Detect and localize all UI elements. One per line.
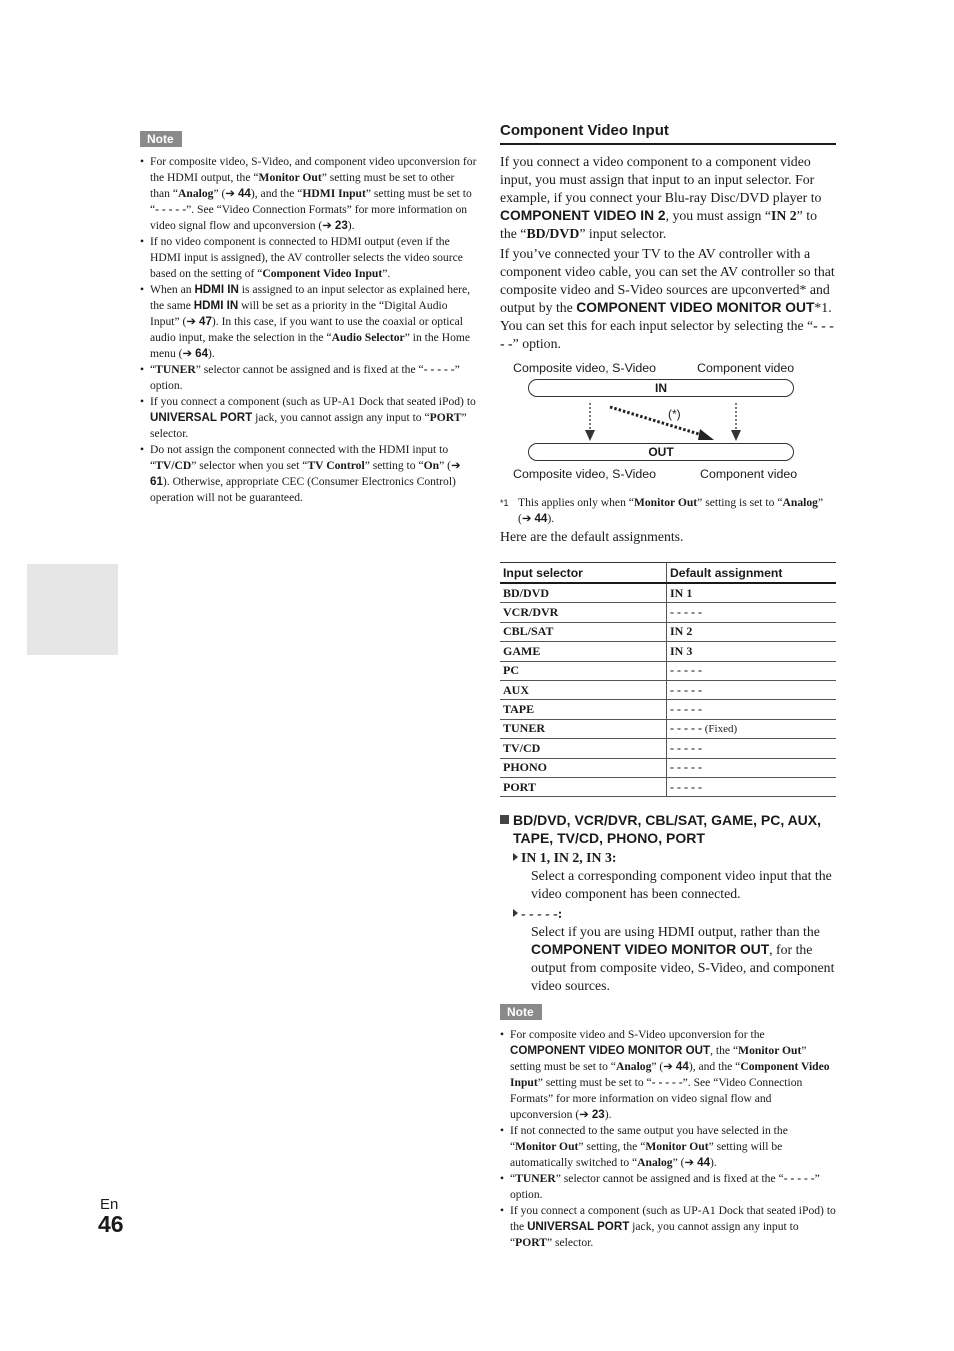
table-row xyxy=(500,777,836,796)
note-item: • “TUNER” selector cannot be assigned and is fixed at the “- - - - -” option. xyxy=(140,362,477,394)
arrow-right-head xyxy=(731,430,741,441)
table-row xyxy=(500,642,836,661)
diagram-star-label: (*) xyxy=(668,407,681,421)
input-selector-cell: AUX xyxy=(500,680,667,699)
right-column xyxy=(500,122,836,1251)
input-selector-cell: TAPE xyxy=(500,700,667,719)
default-assignment-cell: - - - - - (Fixed) xyxy=(667,719,837,738)
option-none-description: Select if you are using HDMI output, rather than the COMPONENT VIDEO MONITOR OUT, for the output from composite video, S-Video, and component video sources. xyxy=(531,924,835,994)
diagram-top-left-label: Composite video, S-Video xyxy=(513,361,657,375)
footnote-text: This applies only when “Monitor Out” setting is set to “Analog” (➔ 44). xyxy=(518,496,824,525)
default-assignment-cell: - - - - - xyxy=(667,700,837,719)
table-row xyxy=(500,603,836,622)
defaults-intro: Here are the default assignments. xyxy=(500,529,684,544)
input-selector-cell: TV/CD xyxy=(500,739,667,758)
input-selector-cell: GAME xyxy=(500,642,667,661)
default-assignment-cell: - - - - - xyxy=(667,758,837,777)
footnote-mark: *1 xyxy=(500,498,509,508)
default-assignment-cell: - - - - - xyxy=(667,603,837,622)
note-item: • Do not assign the component connected with the HDMI input to “TV/CD” selector when you set “TV Control” setting to “On” (➔ 61). Otherwise, appropriate CEC (Consumer Electronics Control) operation will not be guaranteed. xyxy=(140,442,477,506)
page-language: En xyxy=(100,1196,119,1213)
table-row xyxy=(500,758,836,777)
default-assignment-cell: - - - - - xyxy=(667,680,837,699)
default-assignment-cell: IN 1 xyxy=(667,583,837,603)
diagram-out-bar: OUT xyxy=(528,443,794,461)
chapter-side-tab xyxy=(27,564,118,655)
intro-paragraph: If you connect a video component to a component video input, you must assign that input to an input selector. For example, if you connect your Blu-ray Disc/DVD player to COMPONENT VIDEO IN 2, you must assign “IN 2” to the “BD/DVD” input selector. xyxy=(500,154,822,241)
input-selector-cell: BD/DVD xyxy=(500,583,667,603)
section-title: Component Video Input xyxy=(500,122,836,145)
input-selector-cell: CBL/SAT xyxy=(500,622,667,641)
option-in-label: IN 1, IN 2, IN 3: xyxy=(521,850,617,866)
diagram-top-right-label: Component video xyxy=(697,361,795,375)
table-header-input-selector: Input selector xyxy=(500,563,667,584)
signal-flow-diagram xyxy=(500,363,836,487)
input-selector-cell: PHONO xyxy=(500,758,667,777)
option-in xyxy=(513,849,836,867)
triangle-bullet-icon xyxy=(513,909,518,917)
default-assignment-cell: - - - - - xyxy=(667,739,837,758)
diagram-in-bar: IN xyxy=(528,379,794,397)
note-list xyxy=(500,1027,836,1251)
note-list xyxy=(140,154,477,506)
left-column xyxy=(140,130,477,506)
table-header-default-assignment: Default assignment xyxy=(667,563,837,584)
note-item: • If you connect a component (such as UP-A1 Dock that seated iPod) to UNIVERSAL PORT jack, you cannot assign any input to “PORT” selector. xyxy=(140,394,477,442)
subsection-heading xyxy=(500,811,836,847)
table-row xyxy=(500,583,836,603)
table-row xyxy=(500,700,836,719)
note-item: • “TUNER” selector cannot be assigned and is fixed at the “- - - - -” option. xyxy=(500,1171,836,1203)
default-assignment-cell: - - - - - xyxy=(667,661,837,680)
note-badge: Note xyxy=(500,1004,542,1020)
note-item: • If not connected to the same output you have selected in the “Monitor Out” setting, the “Monitor Out” setting will be automatically switched to “Analog” (➔ 44). xyxy=(500,1123,836,1171)
table-row xyxy=(500,739,836,758)
note-item: • If you connect a component (such as UP-A1 Dock that seated iPod) to the UNIVERSAL PORT jack, you cannot assign any input to “PORT” selector. xyxy=(500,1203,836,1251)
right-note xyxy=(500,1003,836,1251)
arrow-left-head xyxy=(585,430,595,441)
footnote xyxy=(500,495,836,527)
note-item: • For composite video, S-Video, and component video upconversion for the HDMI output, the “Monitor Out” setting must be set to other than “Analog” (➔ 44), and the “HDMI Input” setting must be set to “- - - - -”. See “Video Connection Formats” for more information on video signal flow and upconversion (➔ 23). xyxy=(140,154,477,234)
upconvert-paragraph: If you’ve connected your TV to the AV controller with a component video cable, you can set the AV controller so that composite video and S-Video sources are upconverted* and output by the COMPONENT VIDEO MONITOR OUT*1. You can set this for each input selector by selecting the “- - - - -” option. xyxy=(500,246,835,351)
option-none-label: - - - - -: xyxy=(521,906,563,922)
table-row xyxy=(500,680,836,699)
option-in-description: Select a corresponding component video input that the video component has been connected. xyxy=(531,868,832,902)
subsection-heading-text: BD/DVD, VCR/DVR, CBL/SAT, GAME, PC, AUX, TAPE, TV/CD, PHONO, PORT xyxy=(513,812,822,847)
input-selector-cell: TUNER xyxy=(500,719,667,738)
note-item: • For composite video and S-Video upconversion for the COMPONENT VIDEO MONITOR OUT, the “Monitor Out” setting must be set to “Analog” (➔ 44), and the “Component Video Input” setting must be set to “- - - - -”. See “Video Connection Formats” for more information on video signal flow and upconversion (➔ 23). xyxy=(500,1027,836,1123)
default-assignments-table xyxy=(500,562,836,797)
note-badge: Note xyxy=(140,131,182,147)
table-row xyxy=(500,622,836,641)
input-selector-cell: PORT xyxy=(500,777,667,796)
default-assignment-cell: - - - - - xyxy=(667,777,837,796)
default-assignment-cell: IN 2 xyxy=(667,622,837,641)
page-number: 46 xyxy=(98,1211,124,1237)
table-row xyxy=(500,719,836,738)
input-selector-cell: PC xyxy=(500,661,667,680)
note-item: • If no video component is connected to HDMI output (even if the HDMI input is assigned), the AV controller selects the video source based on the setting of “Component Video Input”. xyxy=(140,234,477,282)
note-item: • When an HDMI IN is assigned to an input selector as explained here, the same HDMI IN will be set as a priority in the “Digital Audio Input” (➔ 47). In this case, if you want to use the coaxial or optical audio input, make the selection in the “Audio Selector” in the Home menu (➔ 64). xyxy=(140,282,477,362)
input-selector-cell: VCR/DVR xyxy=(500,603,667,622)
option-none xyxy=(513,905,836,923)
arrow-upconvert-head xyxy=(698,429,714,440)
table-body xyxy=(500,583,836,797)
square-bullet-icon xyxy=(500,815,509,824)
diagram-bottom-right-label: Component video xyxy=(700,467,798,481)
triangle-bullet-icon xyxy=(513,853,518,861)
table-row xyxy=(500,661,836,680)
arrow-upconvert xyxy=(610,407,702,435)
default-assignment-cell: IN 3 xyxy=(667,642,837,661)
table-header-row xyxy=(500,563,836,584)
diagram-bottom-left-label: Composite video, S-Video xyxy=(513,467,657,481)
